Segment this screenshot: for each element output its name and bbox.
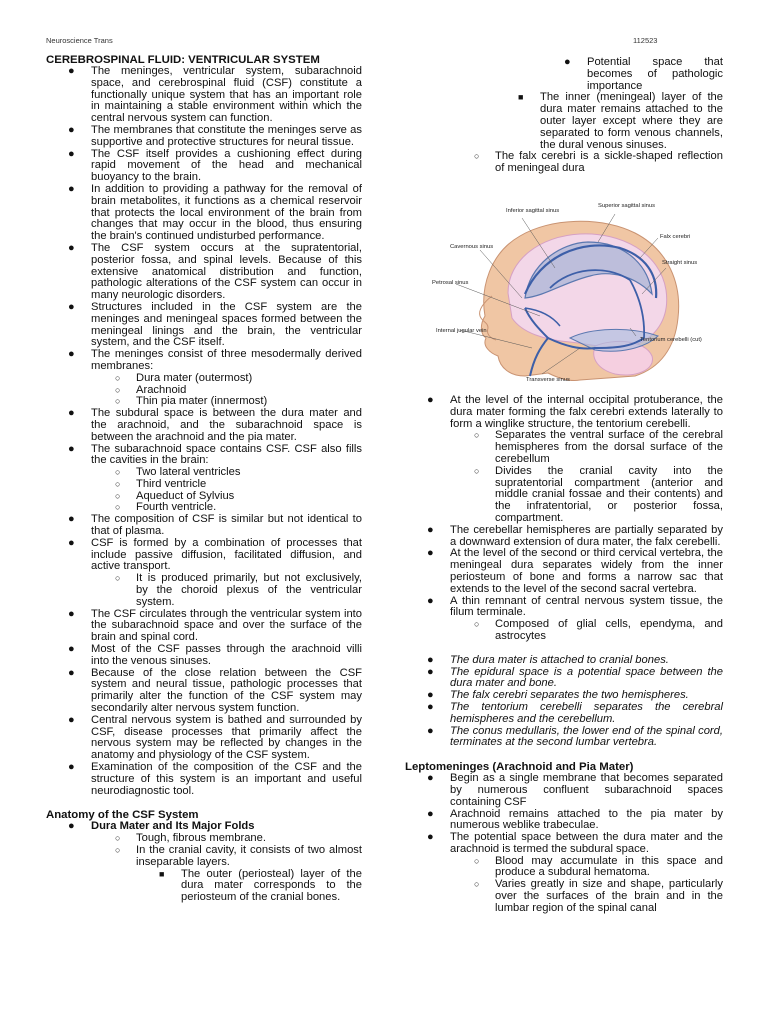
list-item: ● The subdural space is between the dura mater and the arachnoid, and the subarachnoid space is between the arachnoid and the pia mater. [68,407,362,443]
list-item: ● CSF is formed by a combination of processes that include passive diffusion, facilitated diffusion, and active transport. [68,536,362,573]
list-item: ● The composition of CSF is similar but not identical to that of plasma. [68,513,362,538]
sub-list-item: ○ Composed of glial cells, ependyma, and astrocytes [474,618,723,642]
sub-sub-list-item: ■ The outer (periosteal) layer of the dura mater corresponds to the periosteum of the cranial bones. [159,867,362,904]
list-item: ● A thin remnant of central nervous system tissue, the filum terminale. [427,594,723,619]
sub-list-item: ○ Fourth ventricle. [115,501,217,514]
list-item: ● The meninges, ventricular system, subarachnoid space, and cerebrospinal fluid (CSF) constitute a functionally unique system that has an important role in maintaining a stable environment within which the central nervous system can function. [68,65,362,125]
sub-sub-list-item: ■ The inner (meningeal) layer of the dura mater remains attached to the outer layer except where they are separated to form venous channels, the dural venous sinuses. [518,91,723,151]
list-item: ● Most of the CSF passes through the arachnoid villi into the venous sinuses. [68,643,362,667]
list-item: ● The CSF circulates through the ventricular system into the subarachnoid space and over the surface of the brain and spinal cord. [68,607,362,644]
list-item: ● At the level of the second or third cervical vertebra, the meningeal dura separates widely from the inner periosteum of bone and forms a narrow sac that extends to the level of the second sacral vertebra. [427,547,723,595]
bullet-list [46,66,362,797]
sub-list-item: ○ The falx cerebri is a sickle-shaped reflection of meningeal dura [474,150,723,175]
sub-list-item: ○ In the cranial cavity, it consists of two almost inseparable layers. [115,844,362,868]
bullet-list [405,773,723,915]
dura-sinus-figure [430,198,702,388]
figure-label: Inferior sagittal sinus [506,208,560,214]
list-item: ● Begin as a single membrane that becomes separated by numerous confluent subarachnoid spaces containing CSF [427,772,723,808]
figure-label: Transverse sinus [526,377,570,383]
list-item: ● The falx cerebri separates the two hemispheres. [427,689,689,702]
list-item: ● Structures included in the CSF system are the meninges and meningeal spaces formed between the meningeal linings and the brain, the ventricular system, and the CSF itself. [68,300,362,349]
right-column-lower [405,395,723,915]
bullet-list [405,395,723,643]
right-column [405,57,723,175]
list-item: ● The potential space between the dura mater and the arachnoid is termed the subdural space. [427,831,723,855]
list-item: ● The conus medullaris, the lower end of the spinal cord, terminates at the second lumbar vertebra. [427,724,723,749]
bullet-list [405,57,723,175]
list-item: ● The meninges consist of three mesodermally derived membranes: [68,348,362,372]
list-item: ● The tentorium cerebelli separates the cerebral hemispheres and the cerebellum. [427,700,723,725]
sub-list-item: ○ Tough, fibrous membrane. [115,832,266,845]
list-item: ● The membranes that constitute the meninges serve as supportive and protective structures for neural tissue. [68,123,362,148]
figure-label: Petrosal sinus [432,280,469,286]
figure-label: Cavernous sinus [450,244,494,250]
sub-list-item: ○ Arachnoid [115,383,187,396]
list-item: ● Central nervous system is bathed and surrounded by CSF, disease processes that primarily affect the nervous system may be reflected by changes in the anatomy and physiology of the CSF system. [68,713,362,762]
list-item: ● The subarachnoid space contains CSF. CSF also fills the cavities in the brain: [68,442,362,467]
figure-label: Straight sinus [662,260,698,266]
section-title: CEREBROSPINAL FLUID: VENTRICULAR SYSTEM [46,54,320,66]
list-item: ● Arachnoid remains attached to the pia mater by numerous weblike trabeculae. [427,807,723,832]
sub-list-item: ○ Divides the cranial cavity into the supratentorial compartment (anterior and middle cranial fossae and their contents) and the infratentorial, or posterior fossa, compartment. [474,464,723,524]
sub-list-item: ○ Varies greatly in size and shape, particularly over the surfaces of the brain and in the lumbar region of the spinal canal [474,878,723,914]
figure-label: Internal jugular vein [436,328,487,334]
list-item: ● Examination of the composition of the CSF and the structure of this system is an important and useful neurodiagnostic tool. [68,761,362,797]
leptomeninges-heading: Leptomeninges (Arachnoid and Pia Mater) [405,761,634,774]
italic-bullet-list [405,655,723,749]
sub-list-item: ○ Dura mater (outermost) [115,371,253,384]
header-right: 112523 [633,36,658,45]
list-item: ● Dura Mater and Its Major Folds [68,820,255,833]
anatomy-heading: Anatomy of the CSF System [46,809,199,822]
header-left: Neuroscience Trans [46,36,113,45]
sub-list-item: ○ Aqueduct of Sylvius [115,489,235,502]
list-item: ● At the level of the internal occipital protuberance, the dura mater forming the falx cerebri extends laterally to form a winglike structure, the tentorium cerebelli. [427,394,723,430]
figure-label: Falx cerebri [660,234,691,240]
list-item: ● The cerebellar hemispheres are partially separated by a downward extension of dura mater, the falx cerebelli. [427,523,723,548]
sub-list-item: ● Potential space that becomes of pathologic importance [564,56,723,92]
sub-list-item: ○ It is produced primarily, but not exclusively, by the choroid plexus of the ventricular system. [115,572,362,608]
list-item: ● The CSF system occurs at the supratentorial, posterior fossa, and spinal levels. Because of this extensive anatomical distribution and function, pathologic alterations of the CSF system can occur in many neurologic disorders. [68,241,362,302]
figure-label: Superior sagittal sinus [598,203,656,209]
sub-list-item: ○ Blood may accumulate in this space and produce a subdural hematoma. [474,854,723,879]
figure-label: Tentorium cerebelli (cut) [640,337,702,343]
list-item: ● The dura mater is attached to cranial bones. [427,653,669,666]
list-item: ● In addition to providing a pathway for the removal of brain metabolites, it functions as a chemical reservoir that protects the local environment of the brain from changes that may occur in the blood, thus ensuring the brain's continued undisturbed performance. [68,182,362,243]
left-column [46,54,362,904]
list-item: ● The epidural space is a potential space between the dura mater and bone. [427,665,723,690]
list-item: ● Because of the close relation between the CSF system and neural tissue, pathologic processes that primarily alter the function of the CSF system may secondarily alter nervous system function. [68,666,362,715]
bullet-list [46,821,362,904]
sub-list-item: ○ Separates the ventral surface of the cerebral hemispheres from the dorsal surface of the cerebellum [474,429,723,465]
sub-list-item: ○ Two lateral ventricles [115,466,241,479]
list-item: ● The CSF itself provides a cushioning effect during rapid movement of the head and mechanical buoyancy to the brain. [68,147,362,184]
sub-list-item: ○ Third ventricle [115,477,207,490]
sub-list-item: ○ Thin pia mater (innermost) [115,395,268,408]
